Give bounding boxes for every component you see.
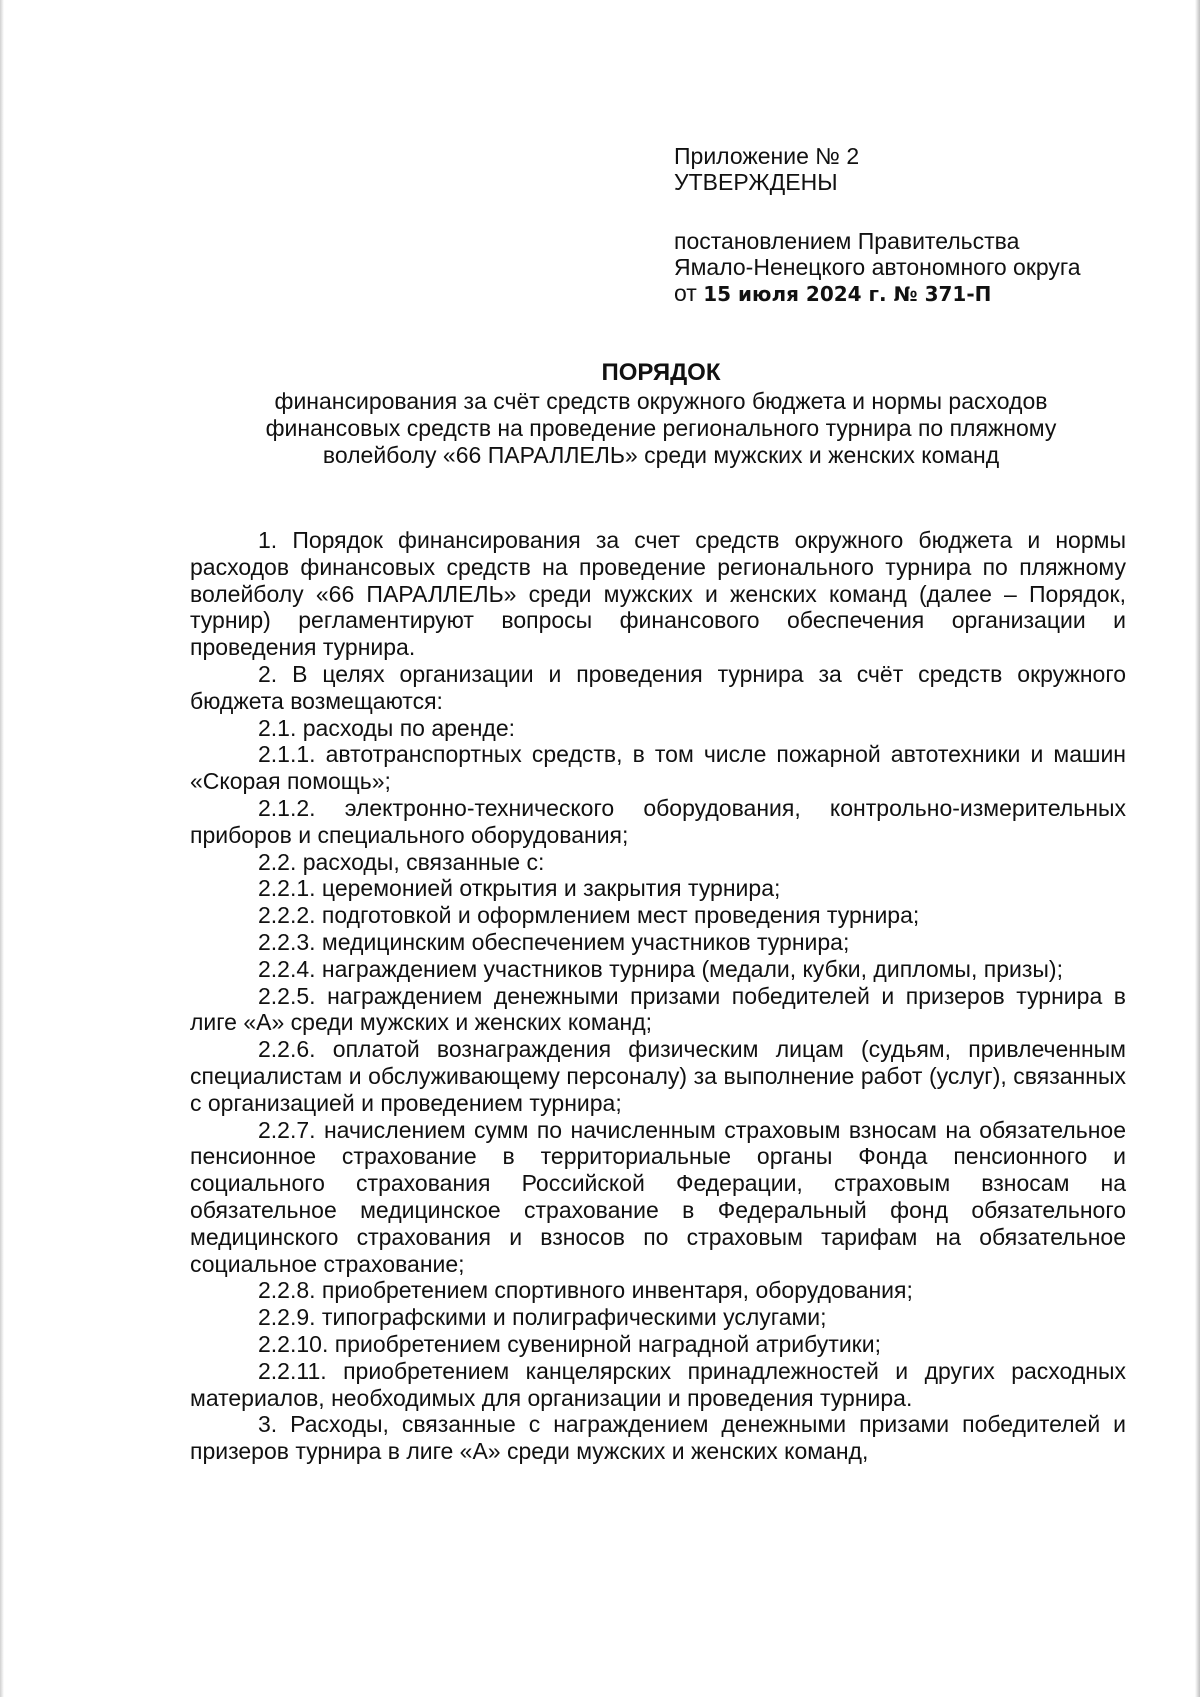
paragraph: 2.1.1. автотранспортных средств, в том числе пожарной автотехники и машин «Скорая помощь»;: [190, 741, 1126, 795]
paragraph: 2.2.1. церемонией открытия и закрытия турнира;: [258, 875, 781, 902]
paragraph: 2.2. расходы, связанные с:: [258, 848, 545, 875]
approved-label: УТВЕРЖДЕНЫ: [674, 169, 838, 195]
paragraph: 1. Порядок финансирования за счет средств окружного бюджета и нормы расходов финансовых средств на проведение регионального турнира по пляжному волейболу «66 ПАРАЛЛЕЛЬ» среди мужских и женских команд (далее – Порядок, турнир) регламентируют вопросы финансового обеспечения организации и проведения турнира.: [190, 527, 1126, 661]
approval-date-line: [674, 280, 1134, 307]
paragraph: 2.2.5. награждением денежными призами победителей и призеров турнира в лиге «А» среди мужских и женских команд;: [190, 982, 1126, 1036]
document-body: [190, 527, 1126, 1465]
resolution-line: постановлением Правительства: [674, 228, 1020, 254]
paragraph: 2. В целях организации и проведения турнира за счёт средств окружного бюджета возмещаются:: [190, 660, 1126, 714]
scan-right-edge: [1195, 0, 1200, 1697]
paragraph: 3. Расходы, связанные с награждением денежными призами победителей и призеров турнира в лиге «А» среди мужских и женских команд,: [190, 1411, 1126, 1465]
document-title: ПОРЯДОК: [601, 359, 721, 386]
paragraph: 2.2.7. начислением сумм по начисленным страховым взносам на обязательное пенсионное страхование в территориальные органы Фонда пенсионного и социального страхования Российской Федерации, страховым взносам на обязательное медицинское страхование в Федеральный фонд обязательного медицинского страхования и взносов по страховым тарифам на обязательное социальное страхование;: [190, 1116, 1126, 1277]
paragraph: 2.2.2. подготовкой и оформлением мест проведения турнира;: [258, 902, 920, 929]
paragraph: 2.1. расходы по аренде:: [258, 714, 516, 741]
paragraph: 2.2.9. типографскими и полиграфическими услугами;: [258, 1304, 827, 1331]
paragraph: 2.2.4. награждением участников турнира (медали, кубки, дипломы, призы);: [258, 955, 1063, 982]
paragraph: 2.2.3. медицинским обеспечением участников турнира;: [258, 928, 850, 955]
paragraph: 2.2.8. приобретением спортивного инвентаря, оборудования;: [258, 1277, 913, 1304]
government-line: Ямало-Ненецкого автономного округа: [674, 254, 1081, 280]
document-title-block: [190, 359, 1132, 469]
approval-stamp-block: [674, 143, 1134, 307]
document-subtitle-line-1: финансирования за счёт средств окружного бюджета и нормы расходов: [274, 388, 1048, 414]
date-prefix: от: [674, 280, 704, 306]
document-subtitle-line-3: волейболу «66 ПАРАЛЛЕЛЬ» среди мужских и женских команд: [322, 442, 1000, 468]
scan-left-edge: [0, 0, 4, 1697]
paragraph: 2.1.2. электронно-технического оборудования, контрольно-измерительных приборов и специального оборудования;: [190, 794, 1126, 848]
paragraph: 2.2.6. оплатой вознаграждения физическим лицам (судьям, привлеченным специалистам и обслуживающему персоналу) за выполнение работ (услуг), связанных с организацией и проведением турнира;: [190, 1036, 1126, 1116]
document-subtitle-line-2: финансовых средств на проведение регионального турнира по пляжному: [265, 415, 1057, 441]
paragraph: 2.2.10. приобретением сувенирной наградной атрибутики;: [258, 1330, 881, 1357]
appendix-number: Приложение № 2: [674, 143, 860, 169]
paragraph: 2.2.11. приобретением канцелярских принадлежностей и других расходных материалов, необходимых для организации и проведения турнира.: [190, 1357, 1126, 1411]
date-and-number: 15 июля 2024 г. № 371-П: [703, 282, 992, 306]
